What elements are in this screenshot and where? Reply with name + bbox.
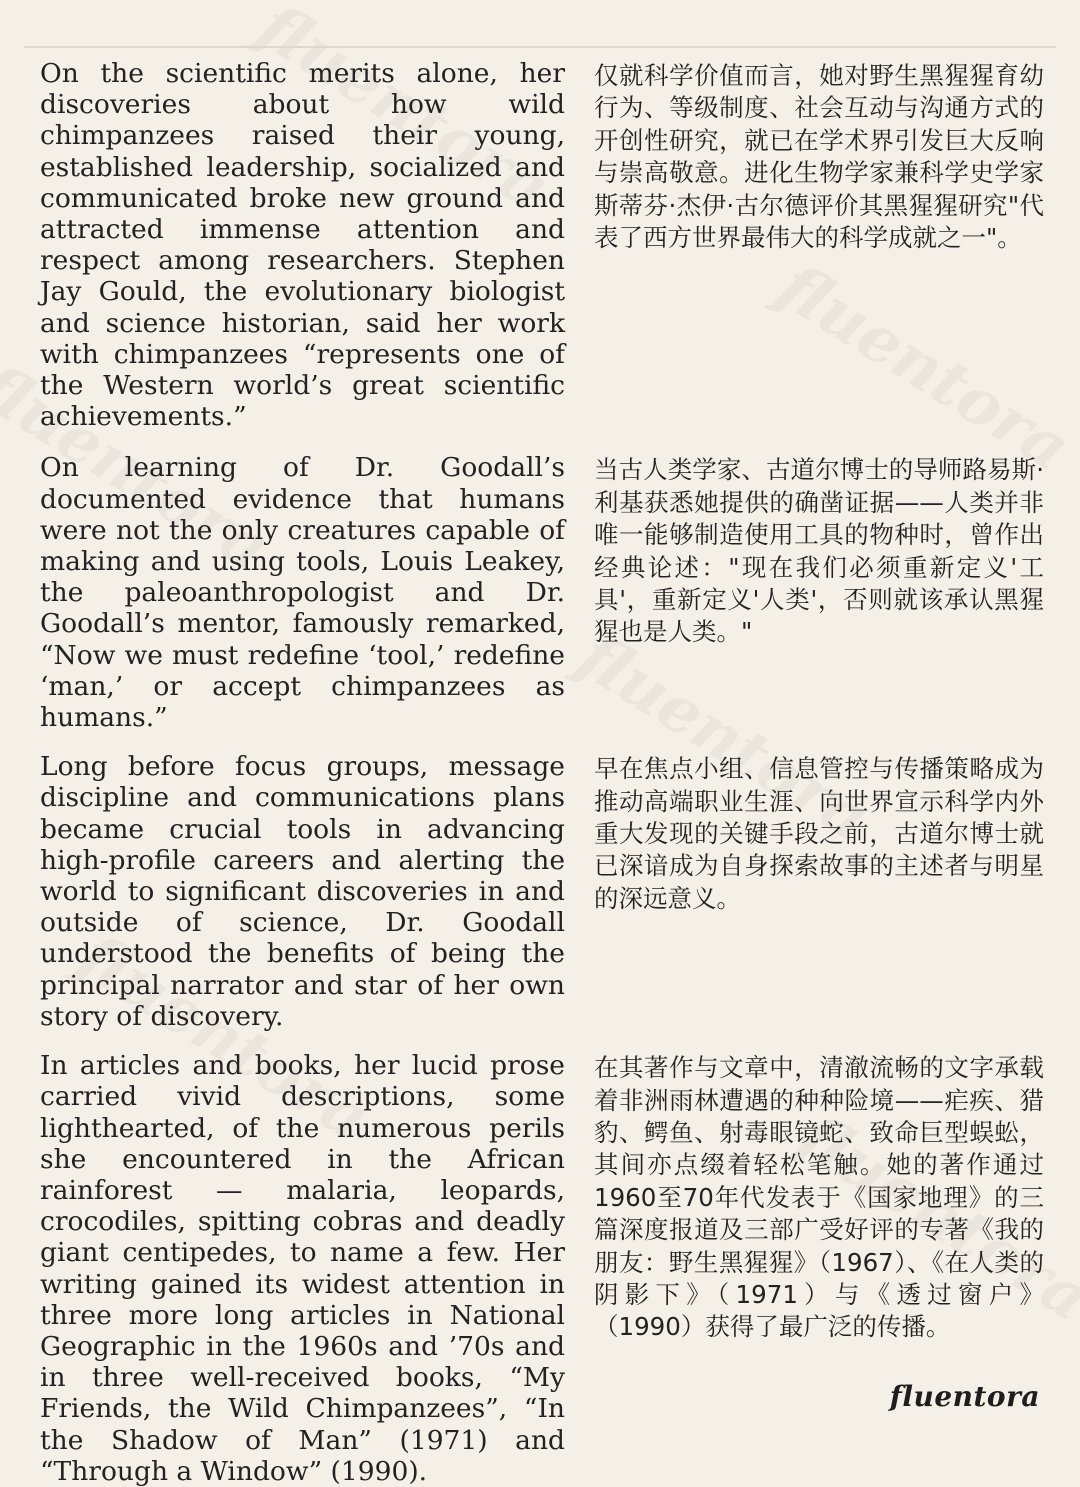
paragraph-row — [40, 58, 1044, 432]
brand-logo: fluentora — [889, 1380, 1040, 1413]
chinese-paragraph: 在其著作与文章中，清澈流畅的文字承载着非洲雨林遭遇的种种险境——疟疾、猎豹、鳄鱼、射毒眼镜蛇、致命巨型蜈蚣，其间亦点缀着轻松笔触。她的著作通过1960至70年代发表于《国家地理》的三篇深度报道及三部广受好评的专著《我的朋友：野生黑猩猩》（1967）、《在人类的阴影下》（1971）与《透过窗户》（1990）获得了最广泛的传播。 — [594, 1053, 1044, 1342]
english-paragraph: On learning of Dr. Goodall’s documented evidence that humans were not the only creatures capable of making and using tools, Louis Leakey, the paleoanthropologist and Dr. Goodall’s mentor, famously remarked, “Now we must redefine ‘tool,’ redefine ‘man,’ or accept chimpanzees as humans.” — [40, 452, 565, 734]
chinese-paragraph: 早在焦点小组、信息管控与传播策略成为推动高端职业生涯、向世界宣示科学内外重大发现的关键手段之前，古道尔博士就已深谙成为自身探索故事的主述者与明星的深远意义。 — [594, 754, 1044, 913]
paragraph-row — [40, 751, 1044, 1032]
paragraph-row — [40, 1050, 1044, 1487]
chinese-paragraph: 当古人类学家、古道尔博士的导师路易斯·利基获悉她提供的确凿证据——人类并非唯一能够制造使用工具的物种时，曾作出经典论述："现在我们必须重新定义'工具'，重新定义'人类'，否则就该承认黑猩猩也是人类。" — [594, 455, 1044, 647]
bilingual-article — [40, 58, 1044, 1487]
english-paragraph: Long before focus groups, message discipline and communications plans became crucial tools in advancing high-profile careers and alerting the world to significant discoveries in and outside of science, Dr. Goodall understood the benefits of being the principal narrator and star of her own story of discovery. — [40, 751, 565, 1032]
chinese-paragraph: 仅就科学价值而言，她对野生黑猩猩育幼行为、等级制度、社会互动与沟通方式的开创性研究，就已在学术界引发巨大反响与崇高敬意。进化生物学家兼科学史学家斯蒂芬·杰伊·古尔德评价其黑猩猩研究"代表了西方世界最伟大的科学成就之一"。 — [594, 61, 1044, 253]
top-divider — [24, 46, 1056, 48]
english-paragraph: On the scientific merits alone, her discoveries about how wild chimpanzees raised their young, established leadership, socialized and communicated broke new ground and attracted immense attention and respect among researchers. Stephen Jay Gould, the evolutionary biologist and science historian, said her work with chimpanzees “represents one of the Western world’s great scientific achievements.” — [40, 58, 565, 433]
paragraph-row — [40, 452, 1044, 733]
english-paragraph: In articles and books, her lucid prose carried vivid descriptions, some lighthearted, of the numerous perils she encountered in the African rainforest — malaria, leopards, crocodiles, spitting cobras and deadly giant centipedes, to name a few. Her writing gained its widest attention in three more long articles in National Geographic in the 1960s and ’70s and in three well-received books, “My Friends, the Wild Chimpanzees”, “In the Shadow of Man” (1971) and “Through a Window” (1990). — [40, 1050, 565, 1487]
